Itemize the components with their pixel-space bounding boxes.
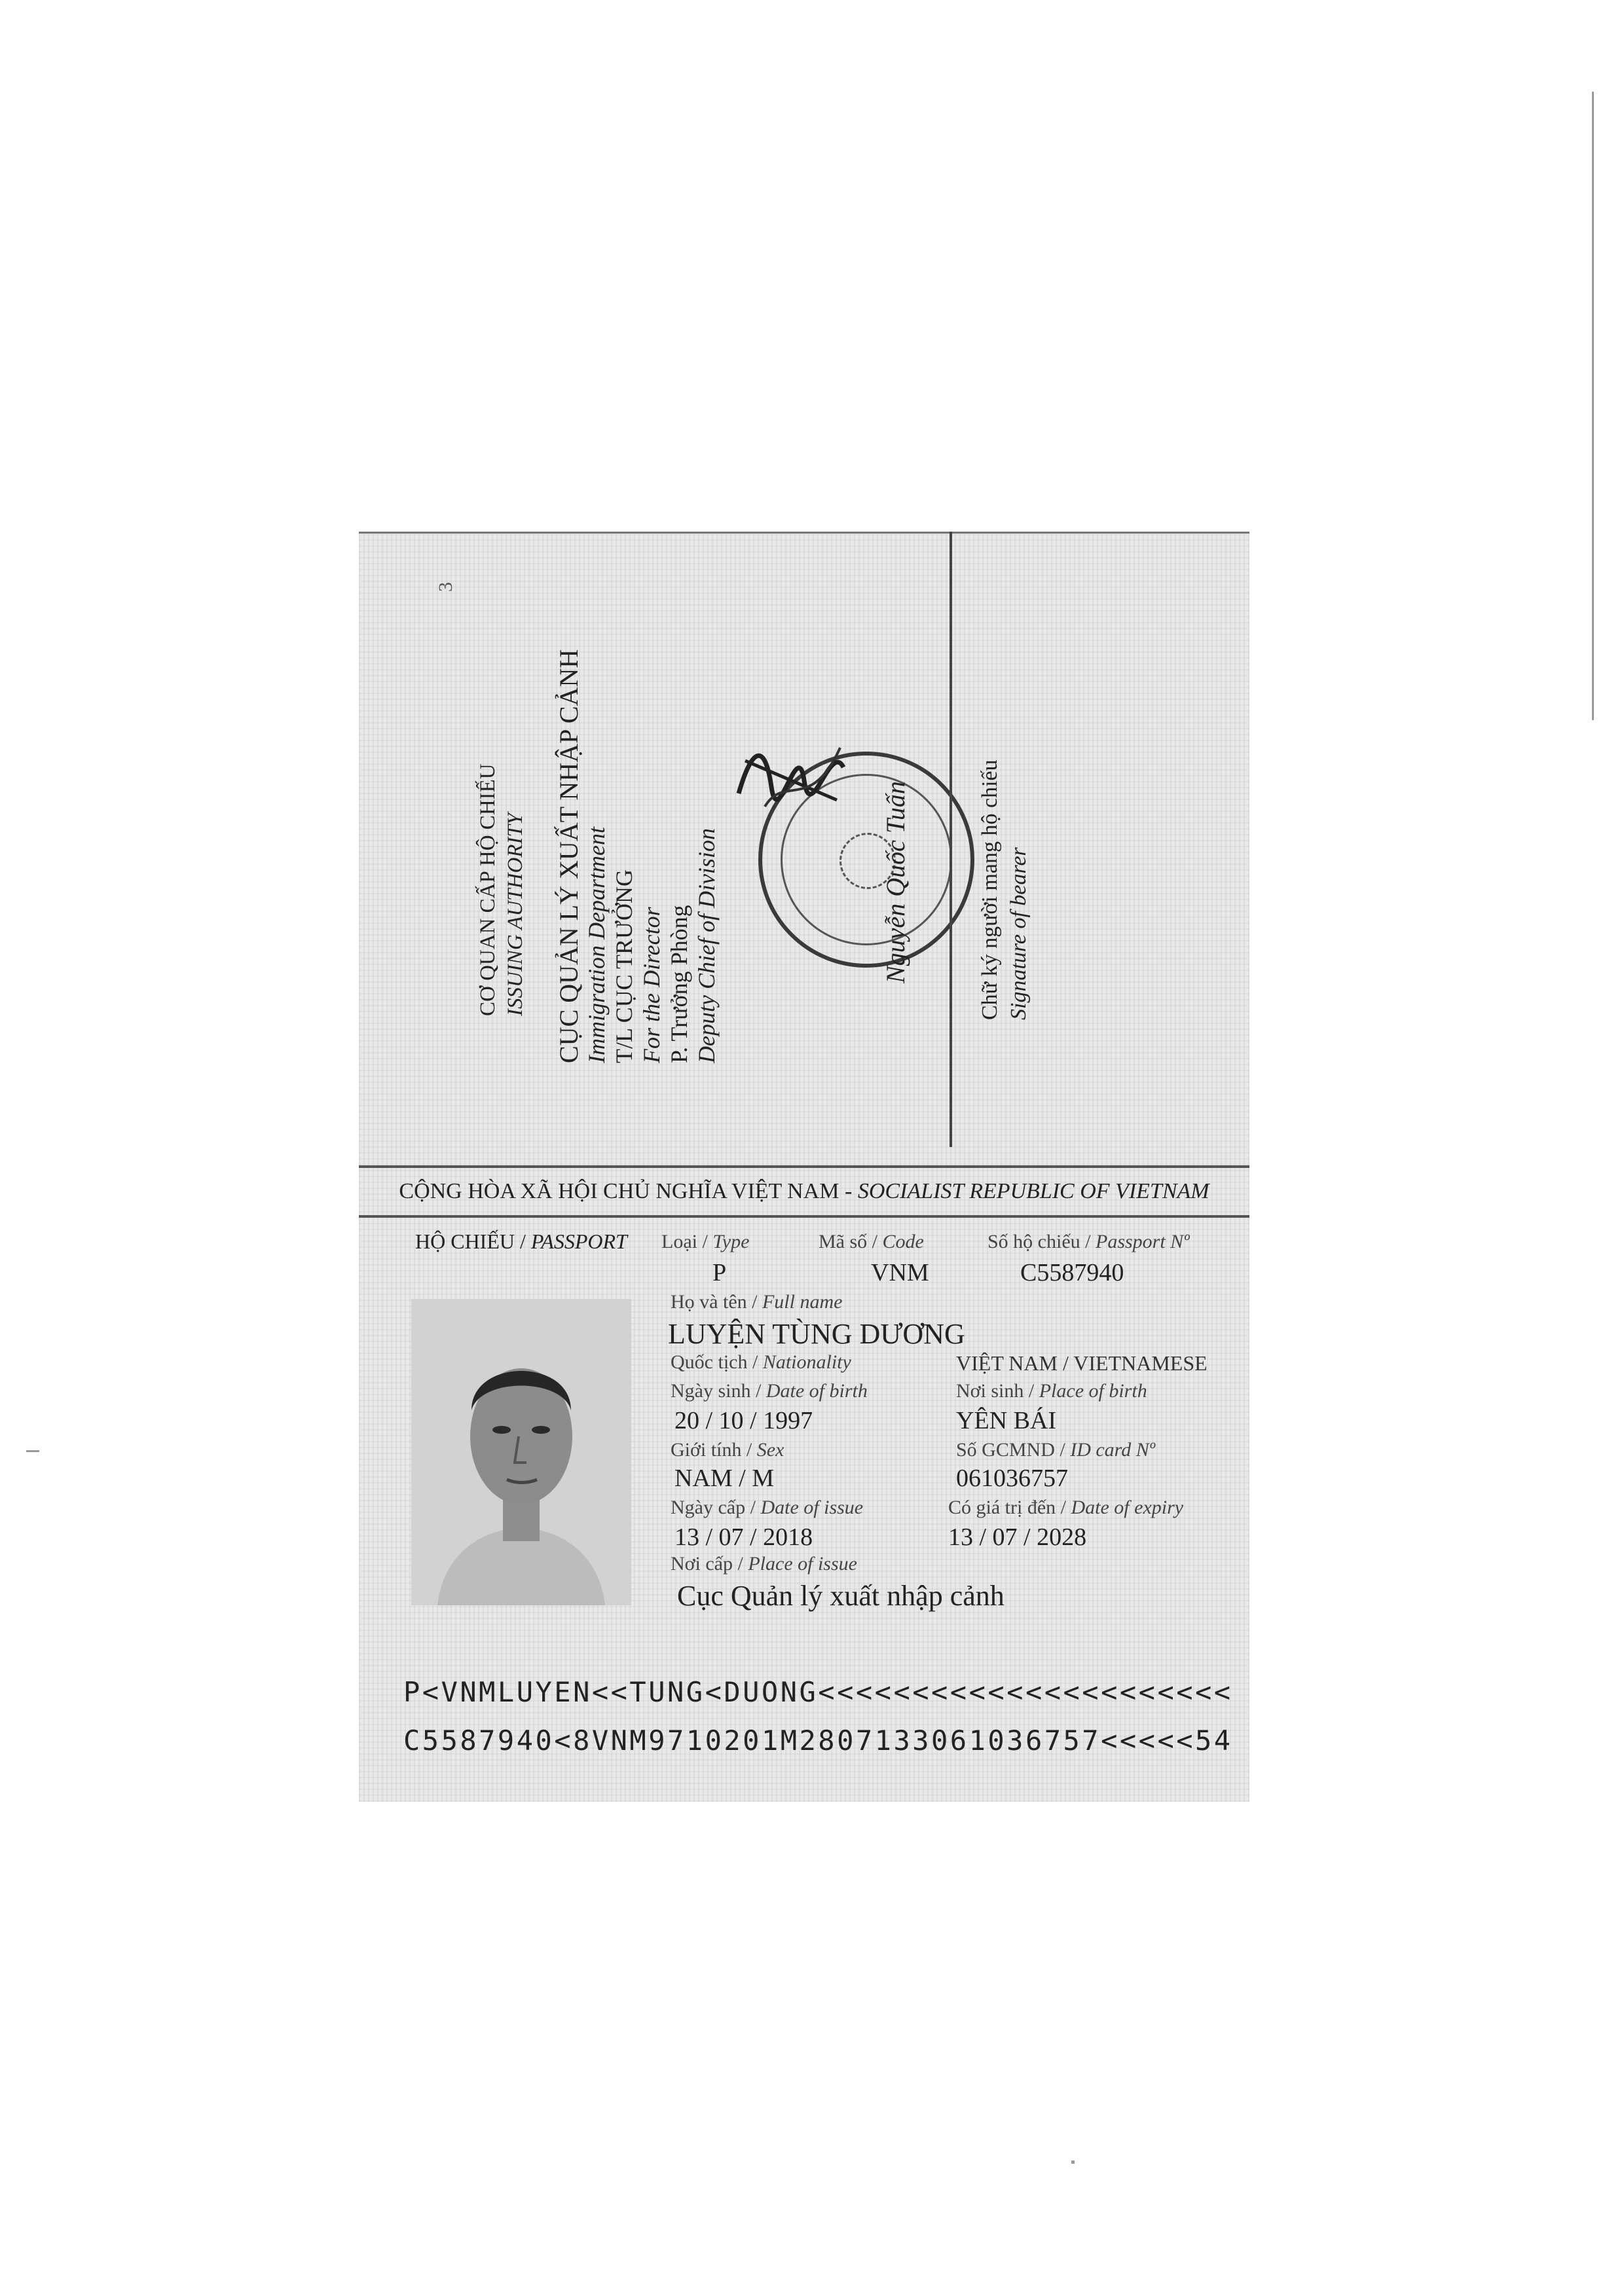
type-label: Loại / Type	[661, 1231, 750, 1252]
observations-page	[359, 532, 1249, 1165]
holder-photo	[411, 1299, 631, 1605]
date-of-issue-label: Ngày cấp / Date of issue	[671, 1497, 864, 1518]
passport-no-value: C5587940	[1020, 1259, 1124, 1286]
department-block	[555, 649, 720, 1063]
nationality-value: VIỆT NAM / VIETNAMESE	[956, 1351, 1208, 1375]
country-banner	[359, 1165, 1249, 1218]
type-value: P	[712, 1259, 727, 1286]
issuing-authority-en: ISSUING AUTHORITY	[504, 812, 527, 1016]
scan-speck	[26, 1450, 39, 1452]
sex-value: NAM / M	[674, 1465, 775, 1492]
passport-no-label: Số hộ chiếu / Passport Nº	[987, 1231, 1190, 1252]
banner-vn: CỘNG HÒA XÃ HỘI CHỦ NGHĨA VIỆT NAM -	[399, 1179, 853, 1203]
document-title	[415, 1230, 627, 1254]
banner-en: SOCIALIST REPUBLIC OF VIETNAM	[857, 1179, 1209, 1203]
page-divider-line	[950, 532, 952, 1147]
code-value: VNM	[871, 1259, 929, 1286]
department-en: Immigration Department	[583, 827, 610, 1063]
bearer-signature-en: Signature of bearer	[1006, 847, 1031, 1020]
date-of-expiry-value: 13 / 07 / 2028	[948, 1523, 1087, 1551]
issuing-authority-vn: CƠ QUAN CẤP HỘ CHIẾU	[476, 763, 500, 1016]
code-label: Mã số / Code	[819, 1231, 924, 1252]
full-name-value: LUYỆN TÙNG DƯƠNG	[668, 1318, 965, 1350]
holder-photo-portrait	[411, 1299, 631, 1605]
date-of-birth-label: Ngày sinh / Date of birth	[671, 1380, 868, 1402]
nationality-label: Quốc tịch / Nationality	[671, 1351, 851, 1373]
for-director-en: For the Director	[638, 907, 665, 1063]
place-of-issue-label: Nơi cấp / Place of issue	[671, 1553, 857, 1575]
date-of-issue-value: 13 / 07 / 2018	[674, 1523, 813, 1551]
date-of-birth-value: 20 / 10 / 1997	[674, 1407, 813, 1434]
for-director-vn: T/L CỤC TRƯỞNG	[611, 869, 637, 1063]
passport-scan	[359, 532, 1249, 1802]
deputy-title-vn: P. Trưởng Phòng	[666, 905, 692, 1063]
id-card-label: Số GCMND / ID card Nº	[956, 1439, 1156, 1461]
id-card-value: 061036757	[956, 1465, 1068, 1492]
document-title-vn: HỘ CHIẾU /	[415, 1230, 526, 1253]
bearer-signature-vn: Chữ ký người mang hộ chiếu	[978, 759, 1002, 1020]
scan-edge-line	[1592, 92, 1594, 720]
department-vn: CỤC QUẢN LÝ XUẤT NHẬP CẢNH	[554, 649, 583, 1063]
mrz-line-1: P<VNMLUYEN<<TUNG<DUONG<<<<<<<<<<<<<<<<<<<<<<	[403, 1676, 1233, 1708]
place-of-issue-value: Cục Quản lý xuất nhập cảnh	[677, 1580, 1005, 1612]
scan-speck	[1071, 2160, 1075, 2164]
page-number: 3	[435, 582, 456, 592]
director-signature	[726, 721, 857, 820]
full-name-label: Họ và tên / Full name	[671, 1291, 843, 1313]
deputy-title-en: Deputy Chief of Division	[693, 828, 720, 1063]
bearer-signature-block	[976, 759, 1033, 1020]
document-title-en: PASSPORT	[530, 1230, 627, 1253]
date-of-expiry-label: Có giá trị đến / Date of expiry	[948, 1497, 1184, 1518]
sex-label: Giới tính / Sex	[671, 1439, 784, 1461]
page-top-edge	[359, 532, 1249, 534]
place-of-birth-value: YÊN BÁI	[956, 1407, 1057, 1434]
signer-name: Nguyễn Quốc Tuấn	[881, 781, 910, 983]
issuing-authority-block	[474, 763, 529, 1016]
mrz-line-2: C5587940<8VNM9710201M2807133061036757<<<<<54	[403, 1724, 1233, 1757]
place-of-birth-label: Nơi sinh / Place of birth	[956, 1380, 1147, 1402]
